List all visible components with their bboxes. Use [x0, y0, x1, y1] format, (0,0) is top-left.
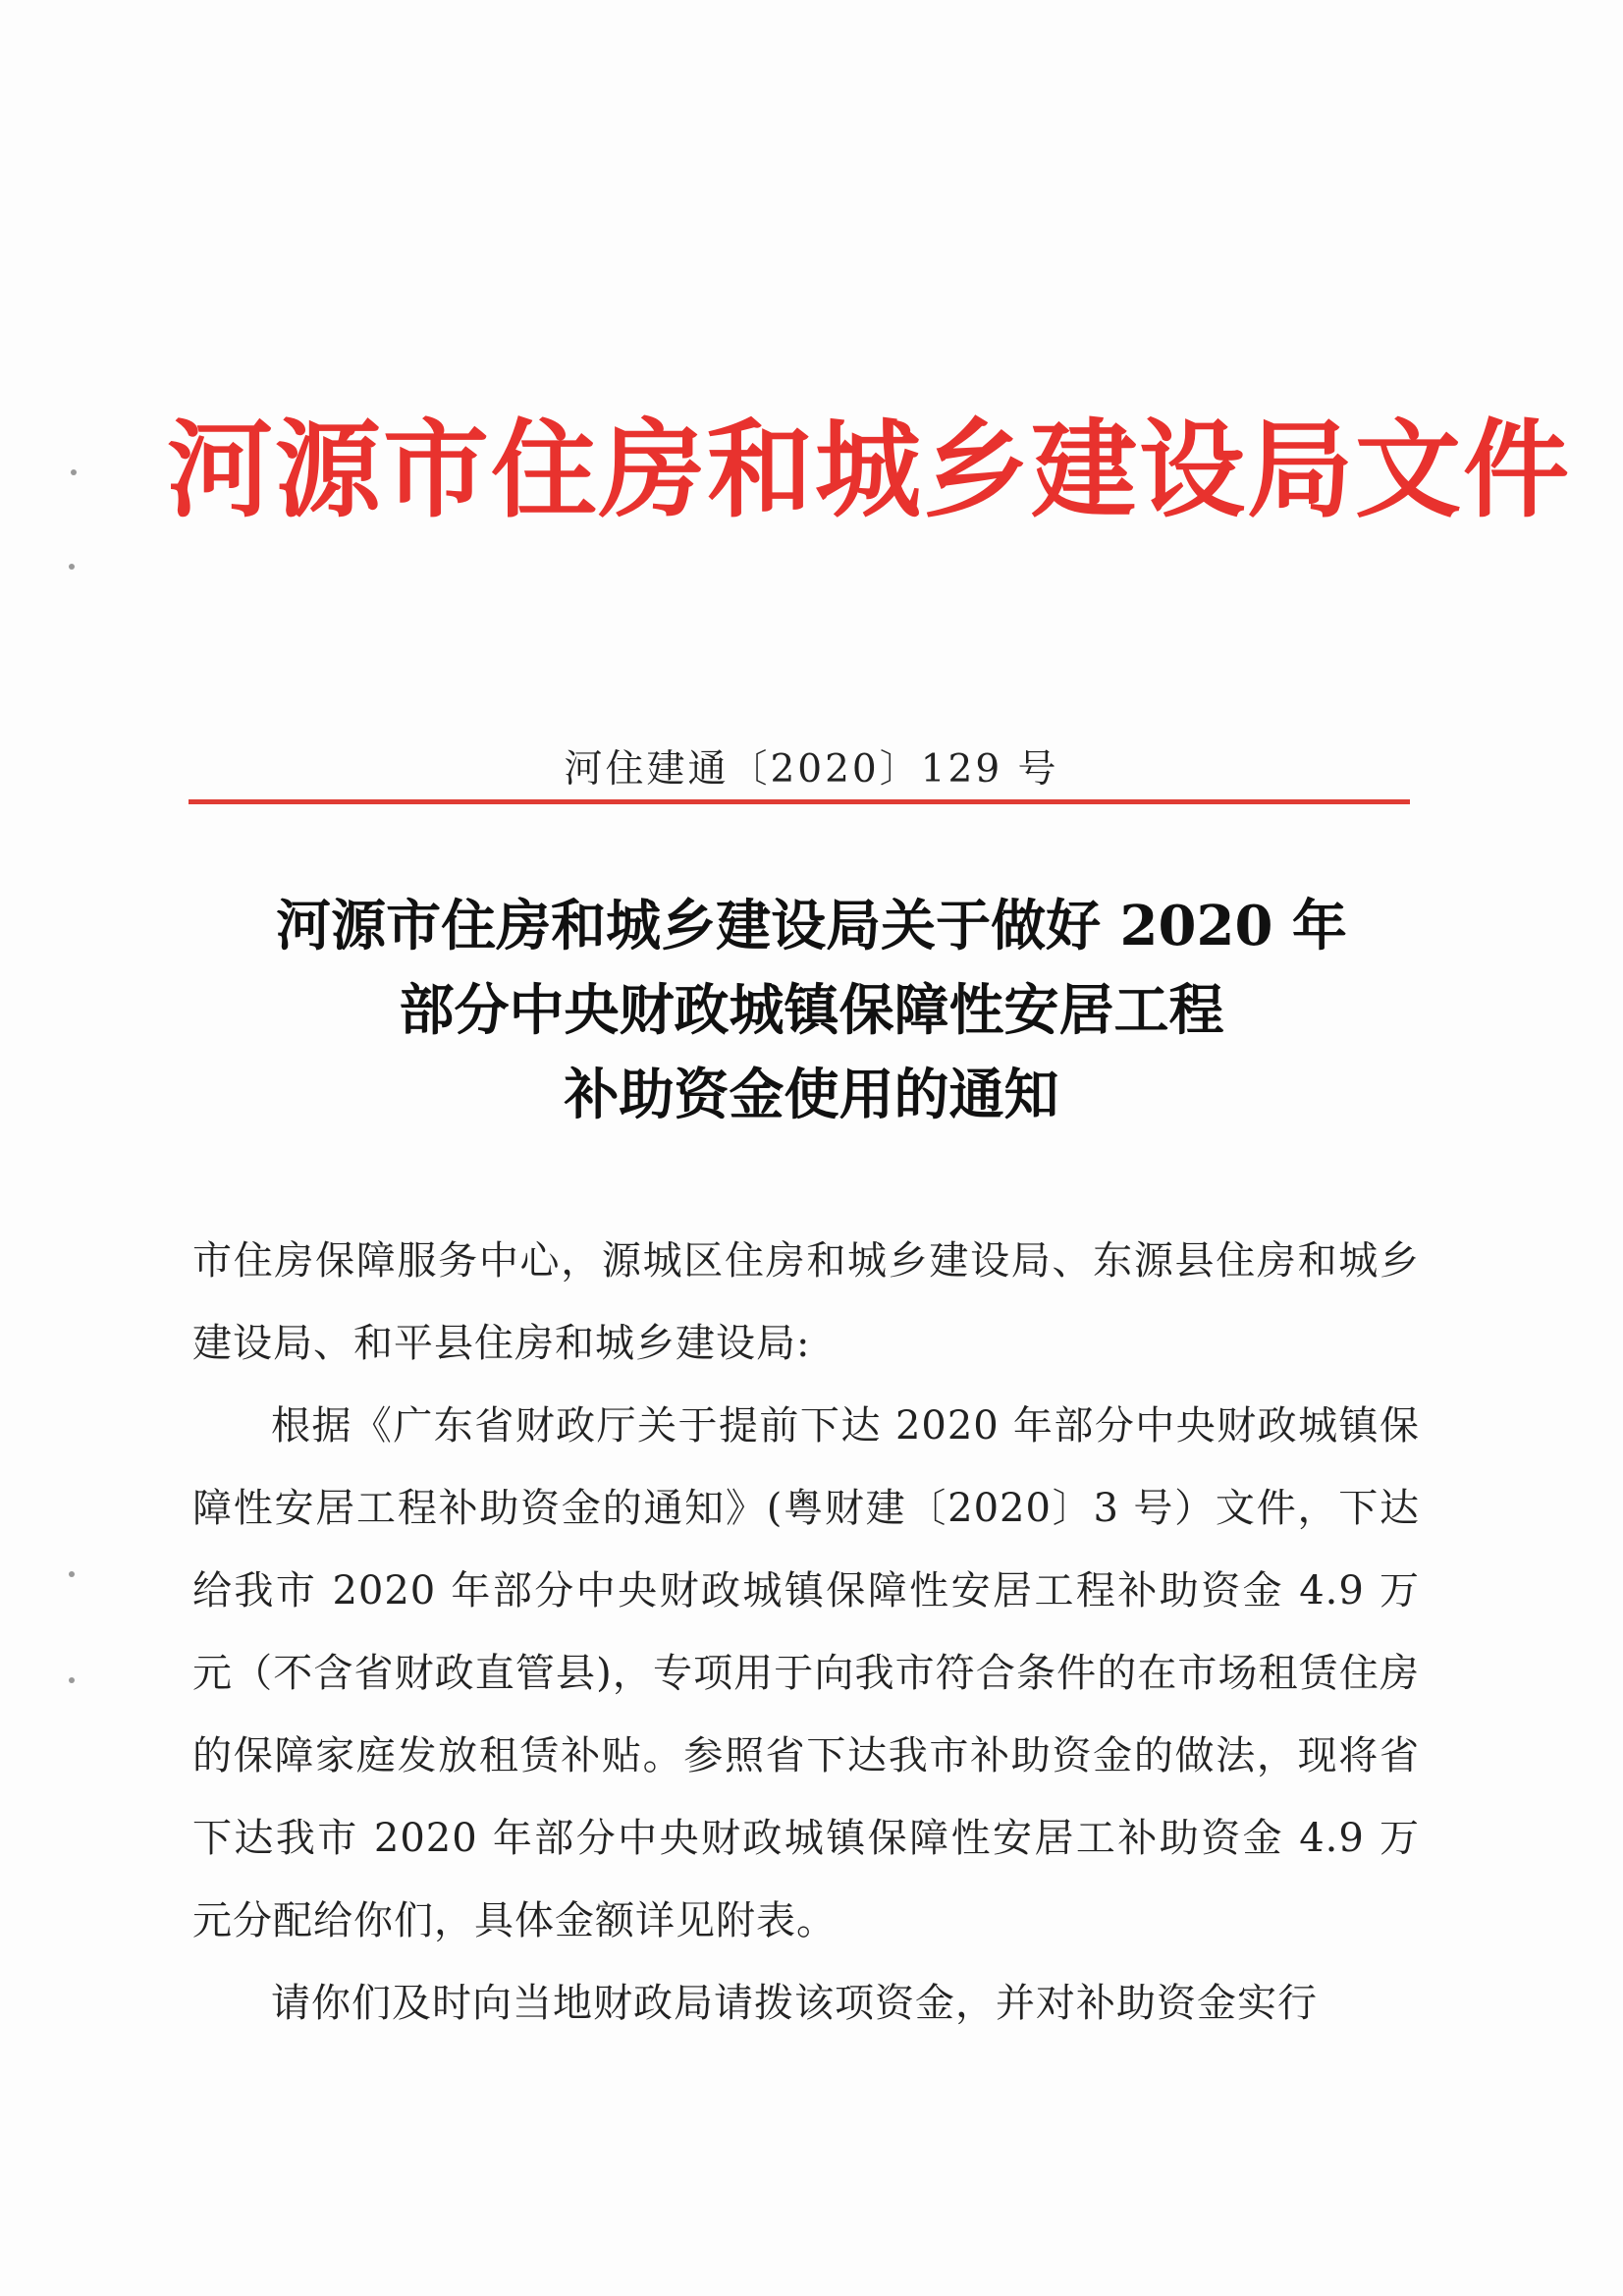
red-divider-line — [189, 799, 1410, 804]
scan-speck — [69, 564, 75, 570]
title-line-2: 部分中央财政城镇保障性安居工程 — [399, 978, 1224, 1043]
notice-title — [147, 884, 1476, 1137]
scan-speck — [71, 469, 77, 475]
notice-body — [192, 1220, 1420, 2045]
scan-speck — [69, 1571, 75, 1577]
body-paragraph-1: 根据《广东省财政厅关于提前下达 2020 年部分中央财政城镇保障性安居工程补助资金的通知》(粤财建〔2020〕3 号）文件，下达给我市 2020 年部分中央财政城镇保障性安居工程补助资金 4.9 万元（不含省财政直管县)，专项用于向我市符合条件的在市场租赁住房的保障家庭发放租赁补贴。参照省下达我市补助资金的做法，现将省下达我市 2020 年部分中央财政城镇保障性安居工补助资金 4.9 万元分配给你们，具体金额详见附表。 — [192, 1403, 1420, 1943]
document-number: 河住建通〔2020〕129 号 — [564, 747, 1059, 792]
title-line-3: 补助资金使用的通知 — [564, 1063, 1059, 1127]
body-paragraph-2: 请你们及时向当地财政局请拨该项资金，并对补助资金实行 — [271, 1981, 1318, 2026]
title-line-1: 河源市住房和城乡建设局关于做好 2020 年 — [276, 894, 1347, 958]
masthead-title: 河源市住房和城乡建设局文件 — [167, 409, 1572, 532]
addressee-paragraph: 市住房保障服务中心，源城区住房和城乡建设局、东源县住房和城乡建设局、和平县住房和城乡建设局: — [192, 1238, 1420, 1366]
scan-speck — [69, 1677, 75, 1683]
